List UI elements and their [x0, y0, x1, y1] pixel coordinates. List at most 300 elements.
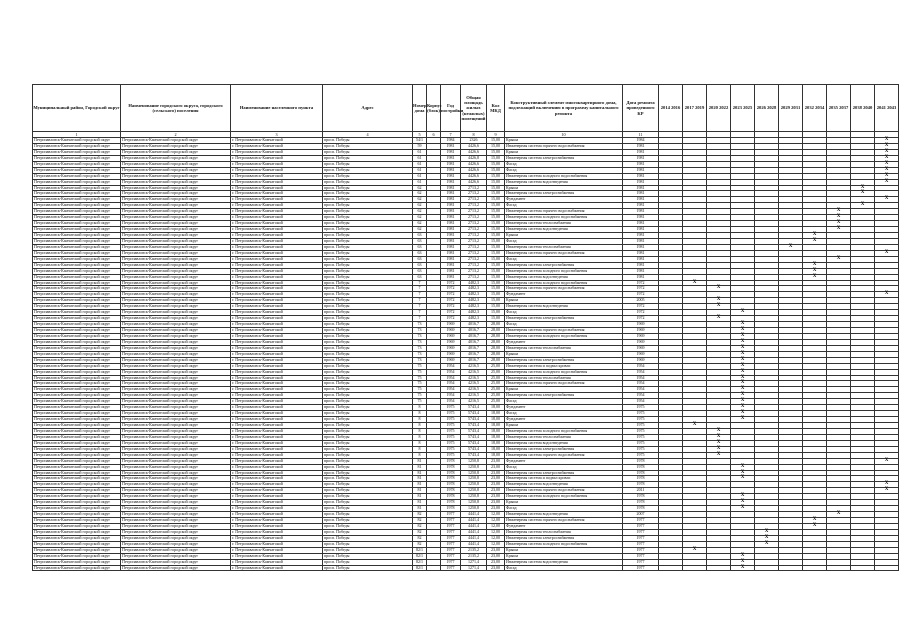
table-cell: Петропавловск-Камчатский городской округ	[121, 482, 231, 488]
table-cell: Петропавловск-Камчатский городской округ	[33, 523, 121, 529]
header-period: 2029 2031	[779, 85, 803, 132]
table-cell: Петропавловск-Камчатский городской округ	[33, 328, 121, 334]
table-cell: 1981	[441, 197, 461, 203]
table-cell: Петропавловск-Камчатский городской округ	[33, 244, 121, 250]
table-cell: Петропавловск-Камчатский городской округ	[121, 274, 231, 280]
table-cell: Петропавловск-Камчатский городской округ	[33, 399, 121, 405]
table-cell: просп. Победы	[323, 440, 413, 446]
table-cell: 1969	[441, 351, 461, 357]
table-cell: Петропавловск-Камчатский городской округ	[33, 197, 121, 203]
header-row	[33, 85, 899, 132]
table-cell: Петропавловск-Камчатский городской округ	[121, 476, 231, 482]
table-cell: 81	[413, 506, 427, 512]
table-cell: 1969	[441, 333, 461, 339]
table-cell: просп. Победы	[323, 500, 413, 506]
period-cell	[755, 565, 779, 571]
table-cell: 1250,8	[461, 476, 487, 482]
table-cell: 1981	[441, 227, 461, 233]
table-cell: просп. Победы	[323, 417, 413, 423]
table-cell: 15,00	[487, 304, 505, 310]
table-cell: 15,00	[487, 298, 505, 304]
table-cell: 4482,3	[461, 292, 487, 298]
table-cell: 1954	[441, 369, 461, 375]
table-cell: 73	[413, 339, 427, 345]
table-cell: Инженерная система водоотведения	[505, 274, 623, 280]
table-body	[33, 138, 899, 571]
table-cell: г. Петропавловск-Камчатский	[231, 506, 323, 512]
table-cell: просп. Победы	[323, 547, 413, 553]
table-cell: Петропавловск-Камчатский городской округ	[33, 375, 121, 381]
table-cell: 4482,3	[461, 316, 487, 322]
table-cell: просп. Победы	[323, 191, 413, 197]
table-cell: Петропавловск-Камчатский городской округ	[33, 209, 121, 215]
header-last-repair: Дата ремонта проведенного КР	[623, 85, 659, 132]
table-cell: Петропавловск-Камчатский городской округ	[121, 149, 231, 155]
table-cell: просп. Победы	[323, 458, 413, 464]
table-cell: Петропавловск-Камчатский городской округ	[121, 387, 231, 393]
table-cell: 1981	[623, 209, 659, 215]
table-cell: Инженерная система горячего водоснабжения	[505, 488, 623, 494]
table-cell: Инженерная система холодного водоснабжения	[505, 369, 623, 375]
table-cell: просп. Победы	[323, 304, 413, 310]
header-year: Год постройки	[441, 85, 461, 132]
column-number: 5	[413, 132, 427, 138]
table-cell: просп. Победы	[323, 428, 413, 434]
table-cell: Петропавловск-Камчатский городской округ	[33, 547, 121, 553]
table-cell: Петропавловск-Камчатский городской округ	[33, 322, 121, 328]
table-cell: 1969	[623, 333, 659, 339]
table-cell: 1981	[623, 244, 659, 250]
table-cell: г. Петропавловск-Камчатский	[231, 351, 323, 357]
table-cell: просп. Победы	[323, 238, 413, 244]
table-cell: 1981	[623, 233, 659, 239]
table-cell: Петропавловск-Камчатский городской округ	[33, 440, 121, 446]
table-cell: 15,00	[487, 161, 505, 167]
table-cell: 73	[413, 357, 427, 363]
table-cell: Петропавловск-Камчатский городской округ	[121, 268, 231, 274]
table-cell: 1981	[441, 238, 461, 244]
table-cell: Петропавловск-Камчатский городской округ	[121, 446, 231, 452]
table-cell: 82	[413, 541, 427, 547]
table-cell: Петропавловск-Камчатский городской округ	[121, 138, 231, 144]
table-cell: просп. Победы	[323, 476, 413, 482]
table-cell: 1978	[441, 488, 461, 494]
table-cell: Инженерная система электроснабжения	[505, 535, 623, 541]
table-cell: Инженерная система водоотведения	[505, 482, 623, 488]
table-cell: 4441,4	[461, 541, 487, 547]
header-municipality: Муниципальный район, Городской округ	[33, 85, 121, 132]
table-cell: Петропавловск-Камчатский городской округ	[33, 357, 121, 363]
table-cell: Инженерная система электроснабжения	[505, 155, 623, 161]
table-cell: Крыша	[505, 149, 623, 155]
table-cell: Петропавловск-Камчатский городской округ	[121, 458, 231, 464]
table-cell: 1981	[623, 238, 659, 244]
table-cell: Петропавловск-Камчатский городской округ	[121, 488, 231, 494]
period-mark: X	[731, 417, 755, 423]
table-cell: Инженерная система горячего водоснабжения	[505, 328, 623, 334]
table-cell: Инженерная система электроснабжения	[505, 357, 623, 363]
table-cell: 4441,4	[461, 529, 487, 535]
period-mark: X	[731, 351, 755, 357]
table-cell: 15,00	[487, 310, 505, 316]
table-cell: 1969	[623, 339, 659, 345]
table-cell: 1954	[441, 363, 461, 369]
table-cell: просп. Победы	[323, 173, 413, 179]
table-cell: Петропавловск-Камчатский городской округ	[33, 173, 121, 179]
table-cell: Инженерная система теплоснабжения	[505, 529, 623, 535]
table-cell: Петропавловск-Камчатский городской округ	[121, 357, 231, 363]
table-cell: 8	[413, 405, 427, 411]
table-cell: просп. Победы	[323, 215, 413, 221]
table-cell: Петропавловск-Камчатский городской округ	[121, 173, 231, 179]
table-cell: Инженерная система теплоснабжения	[505, 221, 623, 227]
period-mark: X	[875, 197, 899, 203]
table-cell: 7	[413, 316, 427, 322]
table-cell: 5743,4	[461, 446, 487, 452]
table-cell: г. Петропавловск-Камчатский	[231, 215, 323, 221]
header-period: 2038 2040	[851, 85, 875, 132]
table-cell: 1978	[623, 482, 659, 488]
table-cell: Инженерная система холодного водоснабжения	[505, 280, 623, 286]
table-cell: Фасад	[505, 322, 623, 328]
header-building: Корпус (блок)	[427, 85, 441, 132]
table-cell: Петропавловск-Камчатский городской округ	[121, 464, 231, 470]
repair-program-table	[32, 84, 899, 571]
period-mark: X	[707, 440, 731, 446]
table-cell: просп. Победы	[323, 446, 413, 452]
table-cell: 1978	[441, 482, 461, 488]
table-cell: просп. Победы	[323, 298, 413, 304]
table-cell: Инженерная система и подвал кровли	[505, 363, 623, 369]
table-cell: г. Петропавловск-Камчатский	[231, 500, 323, 506]
table-cell: 23,00	[487, 500, 505, 506]
table-cell: 1969	[441, 339, 461, 345]
table-cell: Крыша	[505, 138, 623, 144]
table-cell: Инженерная система холодного водоснабжения	[505, 541, 623, 547]
table-cell: 62	[413, 221, 427, 227]
table-cell: просп. Победы	[323, 423, 413, 429]
period-mark: X	[731, 411, 755, 417]
table-cell: 1954	[623, 369, 659, 375]
table-cell: Петропавловск-Камчатский городской округ	[33, 518, 121, 524]
table-cell: Петропавловск-Камчатский городской округ	[121, 233, 231, 239]
table-cell: 15,00	[487, 280, 505, 286]
table-cell: Инженерная система горячего водоснабжения	[505, 518, 623, 524]
table-cell: Инженерная система горячего водоснабжения	[505, 286, 623, 292]
table-cell: Инженерная система водоотведения	[505, 512, 623, 518]
table-cell: Петропавловск-Камчатский городской округ	[121, 351, 231, 357]
table-cell: 5743,4	[461, 423, 487, 429]
table-cell: 1250,8	[461, 464, 487, 470]
table-cell: г. Петропавловск-Камчатский	[231, 143, 323, 149]
table-cell: 73	[413, 322, 427, 328]
table-cell: 28,00	[487, 357, 505, 363]
table-cell: 1981	[441, 274, 461, 280]
table-cell: 23,00	[487, 476, 505, 482]
table-cell: Петропавловск-Камчатский городской округ	[33, 476, 121, 482]
table-cell: просп. Победы	[323, 280, 413, 286]
header-period: 2026 2028	[755, 85, 779, 132]
table-cell: 75	[413, 399, 427, 405]
table-cell: 81	[413, 476, 427, 482]
header-house-no: Номер дома	[413, 85, 427, 132]
table-cell: 4216,5	[461, 387, 487, 393]
table-cell: 8	[413, 417, 427, 423]
table-cell: Петропавловск-Камчатский городской округ	[33, 529, 121, 535]
table-cell: 15,00	[487, 191, 505, 197]
table-cell: 81	[413, 482, 427, 488]
table-cell: 4216,5	[461, 393, 487, 399]
period-mark: X	[731, 369, 755, 375]
table-cell: Петропавловск-Камчатский городской округ	[121, 535, 231, 541]
table-cell: 1250,8	[461, 500, 487, 506]
table-cell: Петропавловск-Камчатский городской округ	[33, 494, 121, 500]
table-cell: просп. Победы	[323, 221, 413, 227]
table-cell: Петропавловск-Камчатский городской округ	[33, 553, 121, 559]
header-area: Общая площадь жилых (нежилых) помещений	[461, 85, 487, 132]
table-cell: Петропавловск-Камчатский городской округ	[121, 559, 231, 565]
table-cell: Петропавловск-Камчатский городской округ	[121, 381, 231, 387]
table-cell: 4216,5	[461, 381, 487, 387]
table-cell: г. Петропавловск-Камчатский	[231, 316, 323, 322]
table-cell: просп. Победы	[323, 179, 413, 185]
table-cell: 75	[413, 363, 427, 369]
table-cell: 1975	[441, 417, 461, 423]
table-cell: г. Петропавловск-Камчатский	[231, 363, 323, 369]
table-cell: г. Петропавловск-Камчатский	[231, 256, 323, 262]
period-mark: X	[731, 328, 755, 334]
table-cell: 81	[413, 494, 427, 500]
table-cell: Фундамент	[505, 417, 623, 423]
header-locality: Наименование населенного пункта	[231, 85, 323, 132]
table-cell: Инженерная система теплоснабжения	[505, 434, 623, 440]
table-cell: просп. Победы	[323, 333, 413, 339]
table-cell: Инженерная система холодного водоснабжения	[505, 333, 623, 339]
table-cell: просп. Победы	[323, 274, 413, 280]
table-cell: 15,00	[487, 292, 505, 298]
table-cell: Петропавловск-Камчатский городской округ	[121, 399, 231, 405]
table-cell: Петропавловск-Камчатский городской округ	[121, 262, 231, 268]
table-cell: 1250,8	[461, 470, 487, 476]
table-cell: 8	[413, 423, 427, 429]
table-cell: 1981	[623, 262, 659, 268]
table-cell: 1981	[623, 185, 659, 191]
table-cell: Петропавловск-Камчатский городской округ	[121, 553, 231, 559]
period-mark: X	[731, 500, 755, 506]
table-cell: Петропавловск-Камчатский городской округ	[121, 221, 231, 227]
table-cell: 15,00	[487, 250, 505, 256]
table-cell: Петропавловск-Камчатский городской округ	[33, 292, 121, 298]
table-cell: 61	[413, 179, 427, 185]
table-cell: 1977	[623, 518, 659, 524]
table-cell: просп. Победы	[323, 470, 413, 476]
table-cell: Петропавловск-Камчатский городской округ	[121, 256, 231, 262]
table-cell: Петропавловск-Камчатский городской округ	[33, 387, 121, 393]
period-mark: X	[875, 138, 899, 144]
table-cell: 1977	[623, 529, 659, 535]
table-cell: 4426,6	[461, 173, 487, 179]
table-cell: Инженерная система водоотведения	[505, 559, 623, 565]
table-cell: 1975	[623, 440, 659, 446]
period-cell	[683, 565, 707, 571]
table-cell: Петропавловск-Камчатский городской округ	[121, 452, 231, 458]
table-cell: 1977	[441, 512, 461, 518]
table-cell: 5743,4	[461, 434, 487, 440]
table-cell: 2007	[623, 512, 659, 518]
table-cell: г. Петропавловск-Камчатский	[231, 541, 323, 547]
period-mark: X	[875, 161, 899, 167]
table-cell: 1977	[441, 535, 461, 541]
table-cell: 8	[413, 452, 427, 458]
table-cell: 1981	[441, 191, 461, 197]
table-cell: Петропавловск-Камчатский городской округ	[121, 304, 231, 310]
table-cell: г. Петропавловск-Камчатский	[231, 339, 323, 345]
table-cell: 82/1	[413, 559, 427, 565]
table-cell: 81	[413, 488, 427, 494]
table-cell: Фасад	[505, 203, 623, 209]
table-cell: 63	[413, 250, 427, 256]
table-cell: Фасад	[505, 167, 623, 173]
table-cell: 63	[413, 268, 427, 274]
period-mark: X	[851, 191, 875, 197]
table-cell: 2713,2	[461, 250, 487, 256]
table-cell: 25,00	[487, 387, 505, 393]
table-cell: 28,00	[487, 333, 505, 339]
table-cell: г. Петропавловск-Камчатский	[231, 209, 323, 215]
table-cell: 1981	[441, 244, 461, 250]
document-sheet	[32, 84, 898, 571]
table-cell: Инженерная система водоотведения	[505, 440, 623, 446]
table-cell: Петропавловск-Камчатский городской округ	[121, 280, 231, 286]
table-cell: просп. Победы	[323, 518, 413, 524]
table-cell: г. Петропавловск-Камчатский	[231, 518, 323, 524]
table-cell: Петропавловск-Камчатский городской округ	[121, 523, 231, 529]
header-element: Конструктивный элемент многоквартирного дома, подлежащий включению в программу капитального ремонта	[505, 85, 623, 132]
table-cell: Петропавловск-Камчатский городской округ	[33, 434, 121, 440]
table-cell: 1975	[441, 405, 461, 411]
table-cell: 4482,3	[461, 310, 487, 316]
table-cell: просп. Победы	[323, 233, 413, 239]
table-cell: 1984	[623, 138, 659, 144]
table-cell: 1981	[441, 173, 461, 179]
table-cell: 28,00	[487, 328, 505, 334]
table-cell: просп. Победы	[323, 227, 413, 233]
table-cell: Фасад	[505, 238, 623, 244]
table-cell: г. Петропавловск-Камчатский	[231, 458, 323, 464]
table-cell: 2713,2	[461, 262, 487, 268]
table-cell: 4441,4	[461, 535, 487, 541]
table-cell: Петропавловск-Камчатский городской округ	[121, 333, 231, 339]
period-mark: X	[707, 446, 731, 452]
period-mark: X	[803, 233, 827, 239]
period-mark: X	[827, 221, 851, 227]
table-cell: 4216,5	[461, 363, 487, 369]
table-cell: Петропавловск-Камчатский городской округ	[121, 541, 231, 547]
table-cell: 62	[413, 209, 427, 215]
table-cell: 18,00	[487, 417, 505, 423]
period-mark: X	[707, 434, 731, 440]
table-cell: 62	[413, 185, 427, 191]
table-cell: Петропавловск-Камчатский городской округ	[121, 167, 231, 173]
table-cell: Инженерная система холодного водоснабжения	[505, 215, 623, 221]
table-cell: Петропавловск-Камчатский городской округ	[121, 500, 231, 506]
table-cell: 61	[413, 167, 427, 173]
table-cell: г. Петропавловск-Камчатский	[231, 440, 323, 446]
table-cell: Инженерная система электроснабжения	[505, 446, 623, 452]
table-cell: г. Петропавловск-Камчатский	[231, 280, 323, 286]
table-cell: 1977	[623, 523, 659, 529]
table-cell: Петропавловск-Камчатский городской округ	[121, 322, 231, 328]
table-cell: Фундамент	[505, 523, 623, 529]
period-mark: X	[875, 482, 899, 488]
table-cell: 2713,2	[461, 274, 487, 280]
table-cell: Инженерная система горячего водоснабжения	[505, 250, 623, 256]
table-cell: Фундамент	[505, 405, 623, 411]
table-cell: Петропавловск-Камчатский городской округ	[33, 417, 121, 423]
table-cell: 73	[413, 345, 427, 351]
table-cell: Инженерная система электроснабжения	[505, 316, 623, 322]
header-period: 2020 2022	[707, 85, 731, 132]
table-cell: Инженерная система электроснабжения	[505, 470, 623, 476]
table-cell: Петропавловск-Камчатский городской округ	[33, 256, 121, 262]
table-cell: просп. Победы	[323, 482, 413, 488]
table-cell: 1981	[441, 203, 461, 209]
table-cell: г. Петропавловск-Камчатский	[231, 333, 323, 339]
table-cell: просп. Победы	[323, 250, 413, 256]
table-cell: 1981	[623, 197, 659, 203]
table-cell: Петропавловск-Камчатский городской округ	[33, 446, 121, 452]
table-cell: просп. Победы	[323, 197, 413, 203]
table-cell: 18,00	[487, 411, 505, 417]
table-cell: 62	[413, 227, 427, 233]
table-cell: г. Петропавловск-Камчатский	[231, 464, 323, 470]
table-cell: просп. Победы	[323, 381, 413, 387]
table-cell: 2713,2	[461, 191, 487, 197]
table-cell: 15,00	[487, 238, 505, 244]
table-cell: Петропавловск-Камчатский городской округ	[33, 482, 121, 488]
table-cell: 1977	[623, 553, 659, 559]
table-cell: 18,00	[487, 423, 505, 429]
table-cell: 1954	[623, 399, 659, 405]
table-cell: 4426,8	[461, 155, 487, 161]
table-cell: 1972	[623, 280, 659, 286]
table-cell: 1981	[441, 221, 461, 227]
table-cell: Петропавловск-Камчатский городской округ	[33, 161, 121, 167]
table-cell: 1954	[441, 381, 461, 387]
table-cell: 18,00	[487, 446, 505, 452]
table-cell: просп. Победы	[323, 149, 413, 155]
table-cell: 12,00	[487, 535, 505, 541]
table-cell: 23,00	[487, 470, 505, 476]
table-cell: 4482,3	[461, 298, 487, 304]
header-period: 2023 2025	[731, 85, 755, 132]
table-cell: 2135,2	[461, 547, 487, 553]
table-cell: Петропавловск-Камчатский городской округ	[121, 155, 231, 161]
table-cell: просп. Победы	[323, 357, 413, 363]
table-cell: просп. Победы	[323, 256, 413, 262]
table-cell: Инженерная система водоотведения	[505, 304, 623, 310]
table-cell: 1975	[441, 428, 461, 434]
table-cell: 59	[413, 143, 427, 149]
table-cell: просп. Победы	[323, 535, 413, 541]
table-cell: 1975	[441, 452, 461, 458]
table-cell: 1978	[623, 470, 659, 476]
table-cell: 15,00	[487, 155, 505, 161]
table-cell: Петропавловск-Камчатский городской округ	[121, 203, 231, 209]
table-cell: 1975	[441, 440, 461, 446]
table-cell: Петропавловск-Камчатский городской округ	[121, 316, 231, 322]
period-mark: X	[731, 476, 755, 482]
